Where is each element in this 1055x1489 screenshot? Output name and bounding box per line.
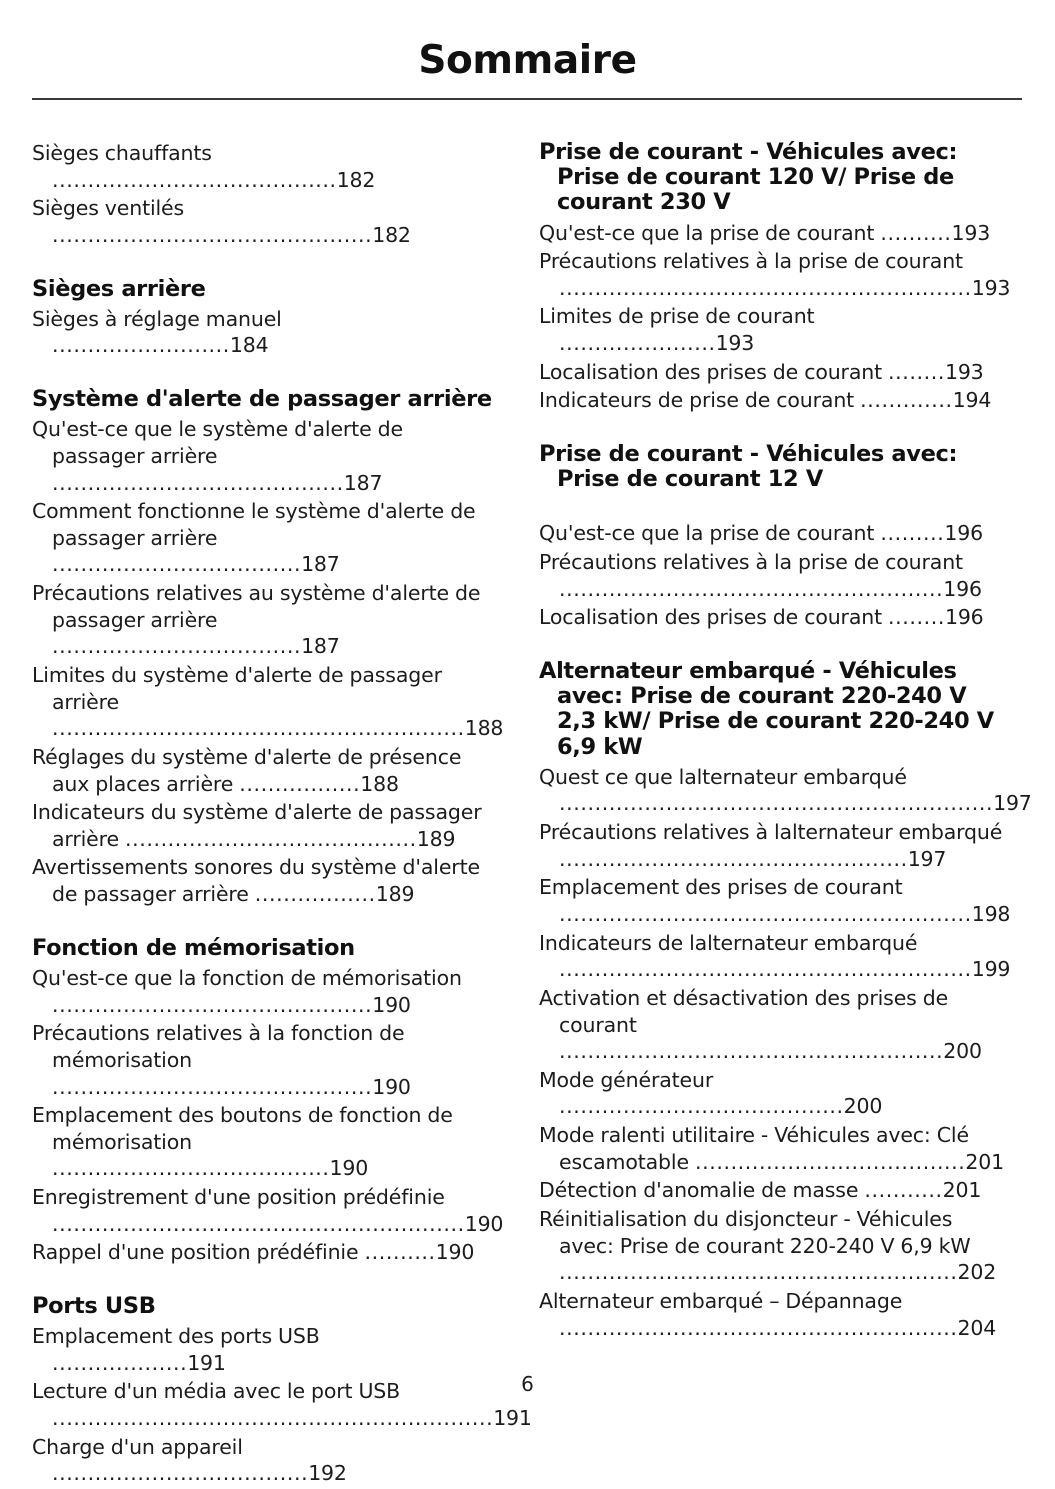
toc-entry-page-number: 196 [943,576,982,601]
toc-entry-label: Réglages du système d'alerte de présence aux places arrière [32,744,462,796]
toc-entry-leader: ...................................................... [559,1039,944,1064]
toc-entry[interactable] [32,1434,498,1487]
toc-entry-leader: .................................... [52,1461,309,1486]
toc-entry-leader: ...................................................... [559,576,944,601]
toc-entry[interactable] [539,764,1032,817]
toc-entry-page-number: 188 [464,716,504,741]
toc-entry-page-number: 202 [957,1260,997,1285]
toc-entry[interactable] [539,604,1005,631]
toc-entry-page-number: 201 [942,1178,982,1203]
toc-entry-label: Qu'est-ce que la fonction de mémorisation [32,965,462,990]
toc-entry-label: Qu'est-ce que le système d'alerte de passager arrière [32,417,403,468]
toc-entry-page-number: 190 [372,1074,411,1099]
toc-entry[interactable] [539,248,1011,301]
toc-entry[interactable] [539,819,1005,872]
toc-entry-leader: ................................................. [559,846,908,871]
toc-entry-page-number: 200 [943,1039,982,1064]
toc-entry-label: Avertissements sonores du système d'alerte de passager arrière [32,855,480,907]
toc-entry-label: Localisation des prises de courant [539,605,889,630]
toc-left-column [32,140,532,1489]
toc-entry[interactable] [539,359,1005,386]
toc-entry-page-number: 182 [336,167,376,192]
toc-entry-page-number: 188 [360,771,399,796]
toc-entry[interactable] [539,549,1005,602]
toc-entry-leader: ............................................. [52,992,373,1017]
toc-entry-label: Lecture d'un média avec le port USB [32,1379,401,1404]
section-heading: Prise de courant - Véhicules avec: Prise de courant 120 V/ Prise de courant 230 V [539,139,958,216]
toc-entry-leader: ........ [888,605,945,630]
toc-entry-label: Précautions relatives à la prise de courant [539,550,963,575]
toc-entry[interactable] [32,140,498,193]
toc-entry-leader: .......... [364,1240,436,1265]
toc-entry-leader: ................................... [52,552,302,577]
toc-entry-page-number: 190 [372,992,411,1017]
toc-entry-page-number: 192 [308,1461,347,1486]
toc-entry-leader: .......................................................... [52,716,465,741]
toc-entry-leader: ............................................. [52,1074,373,1099]
toc-entry-label: Réinitialisation du disjoncteur - Véhicules avec: Prise de courant 220-240 V 6,9 kW [539,1206,971,1258]
toc-entry[interactable] [539,303,1005,356]
toc-entry-page-number: 190 [435,1240,475,1265]
toc-entry-label: Comment fonctionne le système d'alerte de passager arrière [32,499,476,550]
title-divider [32,98,1022,100]
toc-entry-label: Détection d'anomalie de masse [539,1178,865,1203]
toc-entry-label: Emplacement des ports USB [32,1324,320,1349]
toc-entry-label: Limites du système d'alerte de passager arrière [32,662,442,714]
toc-entry-label: Indicateurs de prise de courant [539,388,861,413]
toc-entry-page-number: 196 [944,521,983,546]
toc-entry[interactable] [32,1102,498,1182]
toc-entry-page-number: 191 [187,1350,226,1375]
toc-entry-leader: ................................... [52,634,302,659]
toc-entry-label: Emplacement des boutons de fonction de mémorisation [32,1103,453,1154]
toc-entry-label: Indicateurs du système d'alerte de passager arrière [32,800,482,851]
toc-entry[interactable] [539,1206,1005,1286]
toc-entry-page-number: 196 [944,605,984,630]
toc-entry-leader: ........................................................ [559,1315,958,1340]
toc-entry-leader: .......................................................... [559,957,972,982]
toc-entry[interactable] [32,1184,504,1237]
toc-columns [32,139,1032,1489]
section-heading: Système d'alerte de passager arrière [32,386,492,413]
toc-entry-page-number: 189 [375,882,415,907]
toc-entry-leader: ......................................... [124,826,417,851]
toc-entry[interactable] [539,520,1005,547]
toc-entry[interactable] [32,854,498,907]
section-heading: Ports USB [32,1292,156,1319]
toc-entry-page-number: 187 [301,552,340,577]
toc-entry[interactable] [32,1020,498,1100]
toc-entry-page-number: 193 [944,359,984,384]
toc-entry-leader: ........... [864,1178,943,1203]
toc-entry[interactable] [32,306,498,359]
toc-entry-label: Charge d'un appareil [32,1434,243,1459]
toc-entry-leader: ......... [880,521,945,546]
toc-entry-page-number: 187 [301,634,340,659]
toc-entry-leader: ......................... [52,333,230,358]
toc-entry-leader: .............................................................. [52,1406,494,1431]
toc-entry-page-number: 197 [907,846,947,871]
toc-entry-page-number: 189 [416,826,456,851]
toc-entry-label: Indicateurs de lalternateur embarqué [539,930,918,955]
toc-entry[interactable] [539,387,1005,414]
folio-page-number: 6 [521,1372,534,1396]
toc-entry-leader: ........................................ [559,1094,844,1119]
toc-entry[interactable] [539,930,1011,983]
toc-entry-page-number: 190 [464,1211,504,1236]
toc-entry[interactable] [32,965,498,1018]
toc-entry-label: Activation et désactivation des prises de courant [539,985,949,1037]
toc-entry-page-number: 190 [329,1156,369,1181]
toc-entry-leader: ............. [860,388,953,413]
toc-entry-page-number: 193 [971,275,1011,300]
toc-entry-label: Rappel d'une position prédéfinie [32,1240,365,1265]
toc-entry-label: Localisation des prises de courant [539,359,889,384]
toc-entry-page-number: 200 [843,1094,883,1119]
section-heading: Fonction de mémorisation [32,934,355,961]
toc-entry[interactable] [32,1239,498,1266]
toc-entry[interactable] [32,744,498,797]
toc-entry[interactable] [539,1122,1005,1175]
toc-entry-label: Précautions relatives à la prise de courant [539,249,963,274]
toc-entry[interactable] [32,416,498,496]
toc-entry-leader: ................. [239,771,361,796]
toc-entry-leader: .......................................................... [52,1211,465,1236]
toc-entry-page-number: 199 [971,957,1011,982]
toc-entry-page-number: 204 [957,1315,997,1340]
toc-entry-leader: ......................................... [52,470,344,495]
toc-entry-leader: ............................................. [52,222,373,247]
toc-entry-leader: .......................................................... [559,901,972,926]
toc-entry[interactable] [539,1177,1005,1204]
section-heading: Alternateur embarqué - Véhicules avec: Prise de courant 220-240 V 2,3 kW/ Prise de courant 220-240 V 6,9 kW [539,657,994,760]
toc-entry[interactable] [32,662,504,742]
toc-entry-label: Sièges à réglage manuel [32,306,282,331]
page-title: Sommaire [418,38,637,83]
toc-entry-leader: ................... [52,1350,188,1375]
toc-entry-leader: ........ [888,359,945,384]
toc-entry-page-number: 184 [229,333,269,358]
toc-entry-page-number: 187 [343,470,383,495]
toc-entry-page-number: 193 [715,331,755,356]
toc-entry-page-number: 201 [965,1149,1004,1174]
toc-entry[interactable] [32,580,498,660]
toc-entry-page-number: 191 [493,1406,532,1431]
toc-entry-page-number: 193 [951,220,991,245]
toc-entry-page-number: 194 [952,388,992,413]
toc-entry-page-number: 197 [993,791,1032,816]
toc-entry-page-number: 182 [372,222,411,247]
toc-entry[interactable] [539,1067,1005,1120]
toc-entry-label: Emplacement des prises de courant [539,875,903,900]
toc-entry[interactable] [32,799,498,852]
toc-entry-label: Alternateur embarqué – Dépannage [539,1288,903,1313]
toc-entry-label: Précautions relatives au système d'alerte de passager arrière [32,581,481,632]
toc-entry-leader: ........................................ [52,167,337,192]
toc-entry-leader: ....................................... [52,1156,330,1181]
toc-entry-leader: .......... [880,220,952,245]
toc-entry-label: Précautions relatives à lalternateur embarqué [539,820,1003,845]
toc-entry-label: Précautions relatives à la fonction de mémorisation [32,1021,405,1072]
toc-entry[interactable] [32,1323,498,1376]
toc-entry-label: Sièges chauffants [32,141,212,165]
toc-entry-label: Enregistrement d'une position prédéfinie [32,1185,445,1210]
toc-entry-label: Qu'est-ce que la prise de courant [539,220,881,245]
toc-entry-label: Qu'est-ce que la prise de courant [539,521,881,546]
toc-entry[interactable] [539,1288,1005,1341]
toc-entry-label: Mode ralenti utilitaire - Véhicules avec: Clé escamotable [539,1123,969,1174]
toc-entry-leader: ................. [254,882,376,907]
toc-entry[interactable] [539,874,1011,927]
toc-right-column [539,139,1032,1343]
section-heading: Sièges arrière [32,275,206,302]
toc-entry-leader: ...................................... [694,1149,966,1174]
toc-entry-leader: ...................... [559,331,716,356]
toc-entry-label: Limites de prise de courant [539,304,815,329]
toc-entry-label: Sièges ventilés [32,196,185,221]
toc-entry-leader: ............................................................. [559,791,994,816]
toc-entry[interactable] [32,195,498,248]
toc-entry-label: Quest ce que lalternateur embarqué [539,764,907,789]
toc-entry-leader: .......................................................... [559,275,972,300]
toc-entry[interactable] [32,498,498,578]
toc-entry-leader: ........................................................ [559,1260,958,1285]
toc-entry-label: Mode générateur [539,1067,714,1092]
toc-entry[interactable] [539,220,1005,247]
section-heading: Prise de courant - Véhicules avec: Prise de courant 12 V [539,441,958,493]
toc-entry[interactable] [539,985,1005,1065]
toc-entry-page-number: 198 [971,901,1011,926]
